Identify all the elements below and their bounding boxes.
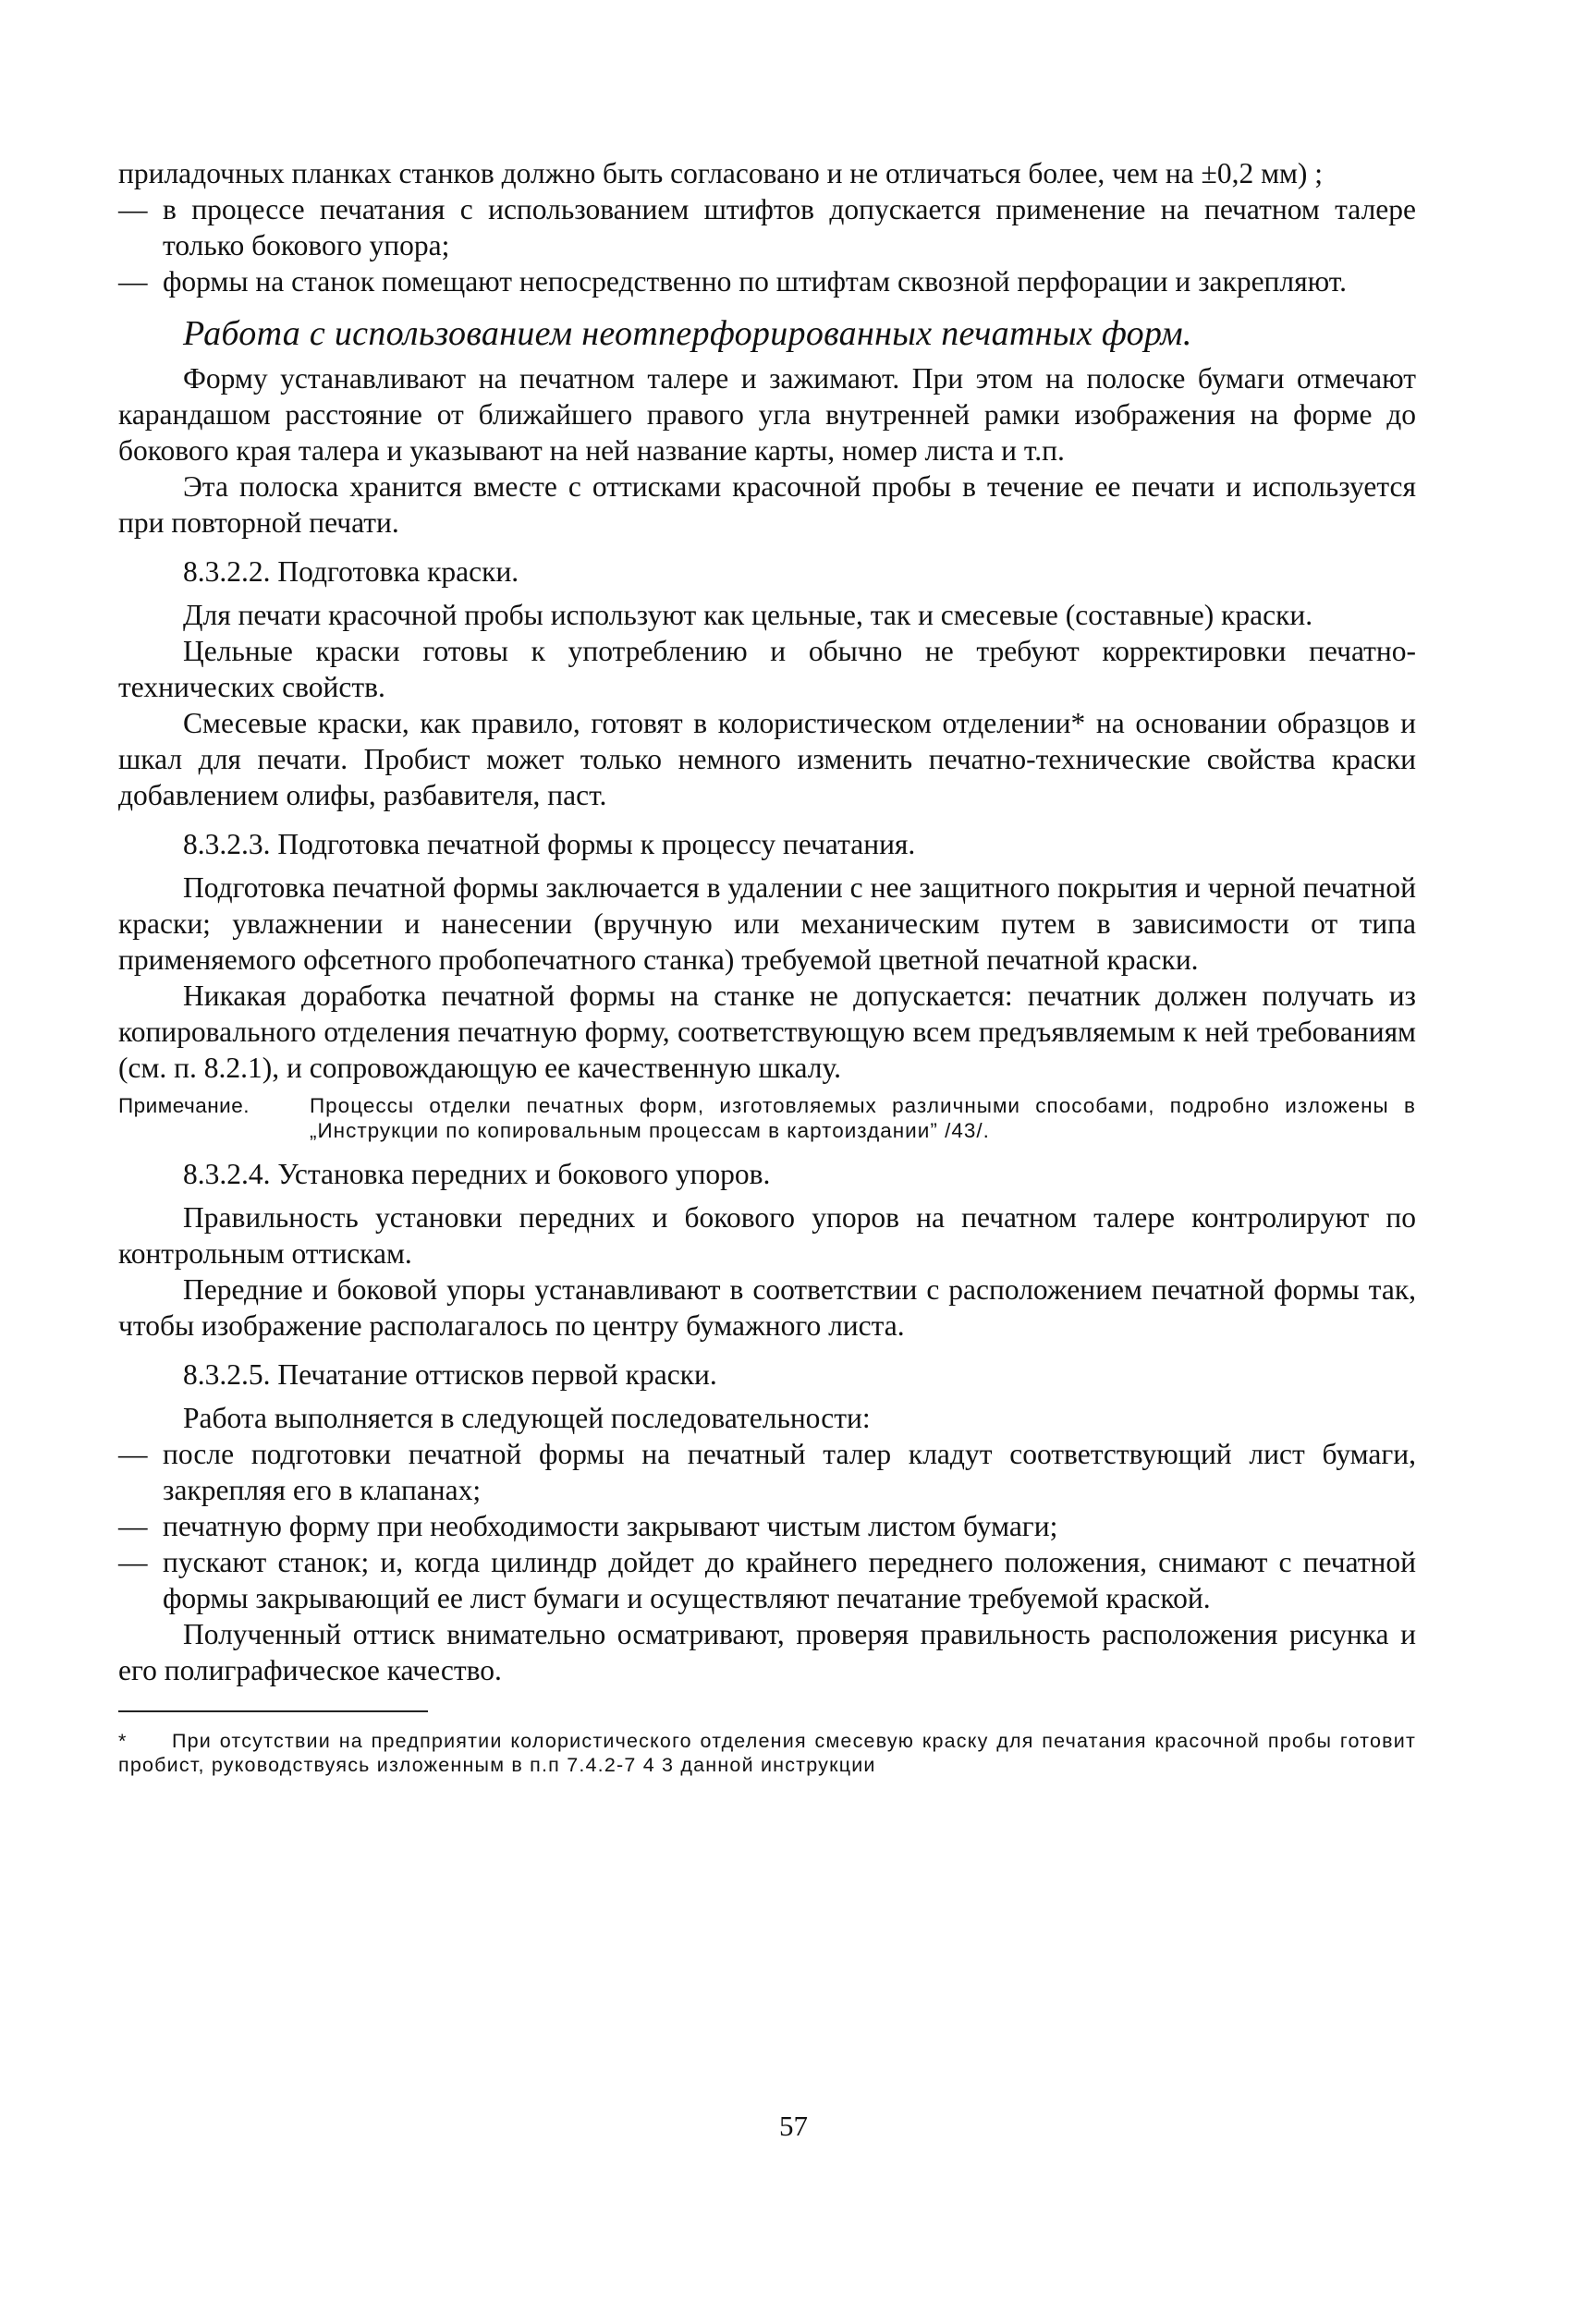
footnote-mark: * [118, 1730, 128, 1752]
paragraph: Передние и боковой упоры устанавливают в соответствии с расположением печатной формы так, чтобы изображение располагалось по центру бумажного листа. [118, 1273, 1416, 1342]
dash-list-2 [118, 1436, 1416, 1616]
dash-bullet: — [118, 1438, 148, 1470]
subsection-heading: 8.3.2.5. Печатание оттисков первой краски. [183, 1358, 717, 1391]
continued-paragraph: приладочных планках станков должно быть согласовано и не отличаться более, чем на ±0,2 мм) ; [118, 157, 1324, 189]
list-item: — формы на станок помещают непосредственно по штифтам сквозной перфорации и закрепляют. [118, 265, 1348, 298]
subsection-heading: 8.3.2.3. Подготовка печатной формы к процессу печатания. [183, 828, 916, 860]
dash-bullet: — [118, 265, 148, 298]
paragraph: Подготовка печатной формы заключается в удалении с нее защитного покрытия и черной печатной краски; увлажнении и нанесении (вручную или механическим путем в зависимости от типа применяемого офсетного пробопечатного станка) требуемой цветной печатной краски. [118, 871, 1416, 976]
paragraph: Полученный оттиск внимательно осматривают, проверяя правильность расположения рисунка и его полиграфическое качество. [118, 1618, 1416, 1686]
dash-list-1 [118, 191, 1416, 299]
paragraph: Для печати красочной пробы используют как цельные, так и смесевые (составные) краски. [183, 599, 1313, 631]
list-item: — пускают станок; и, когда цилиндр дойдет до крайнего переднего положения, снимают с печатной формы закрывающий ее лист бумаги и осуществляют печатание требуемой краской. [118, 1546, 1416, 1614]
paragraph: Правильность установки передних и бокового упоров на печатном талере контролируют по контрольным оттискам. [118, 1201, 1416, 1270]
paragraph: Эта полоска хранится вместе с оттисками красочной пробы в течение ее печати и используется при повторной печати. [118, 470, 1416, 539]
footnote-text: При отсутствии на предприятии колористического отделения смесевую краску для печатания красочной пробы готовит пробист, руководствуясь изложенным в п.п 7.4.2-7 4 3 данной инструкции [118, 1730, 1416, 1776]
list-item: — в процессе печатания с использованием штифтов допускается применение на печатном талере только бокового упора; [118, 193, 1416, 262]
dash-bullet: — [118, 193, 148, 225]
paragraph: Никакая доработка печатной формы на станке не допускается: печатник должен получать из копировального отделения печатную форму, соответствующую всем предъявляемым к ней требованиям (см. п. 8.2.1), и сопровождающую ее качественную шкалу. [118, 979, 1416, 1084]
subsection-heading: 8.3.2.4. Установка передних и бокового упоров. [183, 1158, 771, 1190]
footnote-divider [118, 1710, 428, 1712]
list-item: — печатную форму при необходимости закрывают чистым листом бумаги; [118, 1510, 1058, 1542]
page-number: 57 [779, 2110, 808, 2142]
dash-bullet: — [118, 1546, 148, 1578]
list-item: — после подготовки печатной формы на печатный талер кладут соответствующий лист бумаги, закрепляя его в клапанах; [118, 1438, 1416, 1506]
paragraph: Работа выполняется в следующей последовательности: [183, 1402, 871, 1434]
paragraph: Форму устанавливают на печатном талере и зажимают. При этом на полоске бумаги отмечают карандашом расстояние от ближайшего правого угла внутренней рамки изображения на форме до бокового края талера и указывают на ней название карты, номер листа и т.п. [118, 362, 1416, 467]
paragraph: Смесевые краски, как правило, готовят в колористическом отделении* на основании образцов и шкал для печати. Пробист может только немного изменить печатно-технические свойства краски добавлением олифы, разбавителя, паст. [118, 707, 1416, 811]
subsection-heading: 8.3.2.2. Подготовка краски. [183, 555, 519, 588]
note [118, 1093, 1416, 1143]
section-title: Работа с использованием неотперфорированных печатных форм. [183, 314, 1192, 353]
footnote [118, 1729, 1416, 1777]
dash-bullet: — [118, 1510, 148, 1542]
note-label: Примечание. [118, 1094, 250, 1117]
paragraph: Цельные краски готовы к употреблению и обычно не требуют корректировки печатно-технических свойств. [118, 635, 1416, 703]
note-text: Процессы отделки печатных форм, изготовляемых различными способами, подробно изложены в „Инструкции по копировальным процессам в картоиздании” /43/. [310, 1094, 1416, 1142]
